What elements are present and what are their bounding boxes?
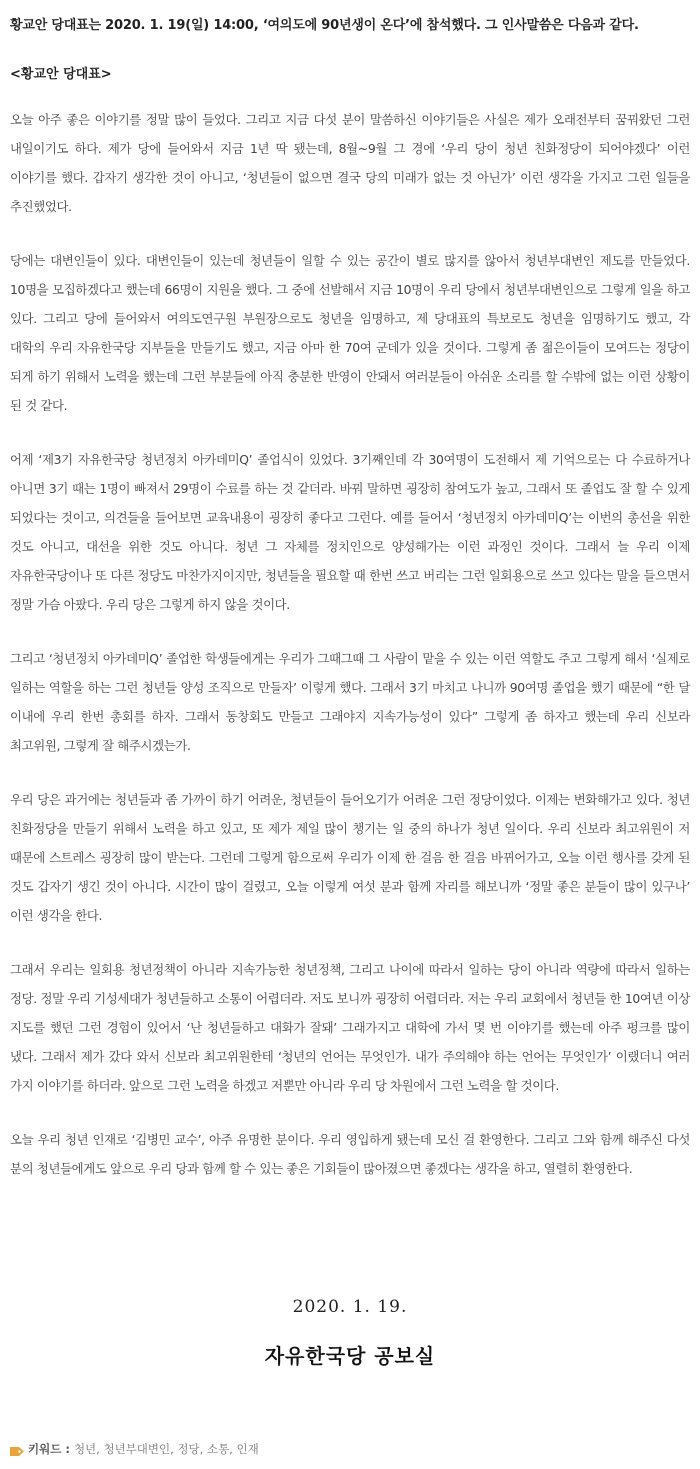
tag-icon [10, 1445, 24, 1454]
paragraph-5: 우리 당은 과거에는 청년들과 좀 가까이 하기 어려운, 청년들이 들어오기가 어려운 그런 정당이었다. 이제는 변화해가고 있다. 청년 친화정당을 만들기 위해서 노력을 하고 있고, 또 제가 제일 많이 챙기는 일 중의 하나가 청년 일이다. 우리 신보라 최고위원이 저 때문에 스트레스 굉장히 많이 받는다. 그런데 그렇게 함으로써 우리가 이제 한 걸음 한 걸음 바뀌어가고, 오늘 이런 행사를 갖게 된 것도 갑자기 생긴 것이 아니다. 시간이 많이 걸렸고, 오늘 이렇게 여섯 분과 함께 자리를 해보니까 ‘정말 좋은 분들이 많이 있구나’ 이런 생각을 한다. [10, 792, 690, 923]
paragraph-2: 당에는 대변인들이 있다. 대변인들이 있는데 청년들이 일할 수 있는 공간이 별로 많지를 않아서 청년부대변인 제도를 만들었다. 10명을 모집하겠다고 했는데 66명이 지원을 했다. 그 중에 선발해서 지금 10명이 우리 당에서 청년부대변인으로 그렇게 일을 하고 있다. 그리고 당에 들어와서 여의도연구원 부원장으로도 청년을 임명하고, 제 당대표의 특보로도 청년을 임명하기도 했고, 각 대학의 우리 자유한국당 지부들을 만들기도 했고, 지금 아마 한 70여 군데가 있을 것이다. 그렇게 좀 젊은이들이 모여드는 정당이 되게 하기 위해서 노력을 했는데 그런 부분들에 아직 충분한 반영이 안돼서 여러분들이 아쉬운 소리를 할 수밖에 없는 이런 상황이 된 것 같다. [10, 253, 690, 413]
speaker-heading: <황교안 당대표> [10, 67, 112, 82]
paragraph-7: 오늘 우리 청년 인재로 ‘김병민 교수’, 아주 유명한 분이다. 우리 영입하게 됐는데 모신 걸 환영한다. 그리고 그와 함께 해주신 다섯 분의 청년들에게도 앞으로 우리 당과 함께 할 수 있는 좋은 기회들이 많아졌으면 좋겠다는 생각을 하고, 열렬히 환영한다. [10, 1132, 690, 1176]
press-release-body [10, 12, 690, 1183]
keywords-label: 키워드 : [28, 1442, 70, 1456]
paragraph-6: 그래서 우리는 일회용 청년정책이 아니라 지속가능한 청년정책, 그리고 나이에 따라서 일하는 당이 아니라 역량에 따라서 일하는 정당. 정말 우리 기성세대가 청년들하고 소통이 어렵더라. 저도 보니까 굉장히 어렵더라. 저는 우리 교회에서 청년들 한 10여년 이상 지도를 했던 그런 경험이 있어서 ‘난 청년들하고 대화가 잘돼’ 그래가지고 대학에 가서 몇 번 이야기를 했는데 아주 펑크를 많이 냈다. 그래서 제가 갔다 와서 신보라 최고위원한테 ‘청년의 언어는 무엇인가. 내가 주의해야 하는 언어는 무엇인가’ 이랬더니 여러 가지 이야기를 하더라. 앞으로 그런 노력을 하겠고 저뿐만 아니라 우리 당 차원에서 그런 노력을 할 것이다. [10, 962, 690, 1093]
release-date: 2020. 1. 19. [292, 1297, 408, 1317]
intro-text: 황교안 당대표는 2020. 1. 19(일) 14:00, ‘여의도에 90년생이 온다’에 참석했다. 그 인사말씀은 다음과 같다. [10, 18, 639, 33]
keywords-list: 청년, 청년부대변인, 정당, 소통, 인재 [73, 1442, 259, 1456]
paragraph-3: 어제 ‘제3기 자유한국당 청년정치 아카데미Q’ 졸업식이 있었다. 3기째인데 각 30여명이 도전해서 제 기억으로는 다 수료하거나 아니면 3기 때는 1명이 빠져서 29명이 수료를 하는 것 같더라. 바꿔 말하면 굉장히 참여도가 높고, 그래서 또 졸업도 잘 할 수 있게 되었다는 것이고, 의견들을 들어보면 교육내용이 굉장히 좋다고 그런다. 예를 들어서 ‘청년정치 아카데미Q’는 이번의 총선을 위한 것도 아니고, 대선을 위한 것도 아니다. 청년 그 자체를 정치인으로 양성해가는 이런 과정인 것이다. 그래서 늘 우리 이제 자유한국당이나 또 다른 정당도 마찬가지이지만, 청년들을 필요할 때 한번 쓰고 버리는 그런 일회용으로 쓰고 있다는 말을 들으면서 정말 가슴 아팠다. 우리 당은 그렇게 하지 않을 것이다. [10, 452, 690, 612]
press-office-name: 자유한국당 공보실 [264, 1344, 436, 1368]
paragraph-1: 오늘 아주 좋은 이야기를 정말 많이 들었다. 그리고 지금 다섯 분이 말씀하신 이야기들은 사실은 제가 오래전부터 꿈꿔왔던 그런 내일이기도 하다. 제가 당에 들어와서 지금 1년 딱 됐는데, 8월~9월 그 경에 ‘우리 당이 청년 친화정당이 되어야겠다’ 이런 이야기를 했다. 갑자기 생각한 것이 아니고, ‘청년들이 없으면 결국 당의 미래가 없는 것 아닌가’ 이런 생각을 가지고 그런 일들을 추진했었다. [10, 112, 690, 214]
paragraph-4: 그리고 ‘청년정치 아카데미Q’ 졸업한 학생들에게는 우리가 그때그때 그 사람이 맡을 수 있는 이런 역할도 주고 그렇게 해서 ‘실제로 일하는 역할을 하는 그런 청년들 양성 조직으로 만들자’ 이렇게 했다. 그래서 3기 마치고 나니까 90여명 졸업을 했기 때문에 “한 달 이내에 우리 한번 총회를 하자. 그래서 동창회도 만들고 그래야지 지속가능성이 있다” 그렇게 좀 하자고 했는데 우리 신보라 최고위원, 그렇게 잘 해주시겠는가. [10, 651, 690, 753]
keywords-bar [10, 1441, 259, 1457]
